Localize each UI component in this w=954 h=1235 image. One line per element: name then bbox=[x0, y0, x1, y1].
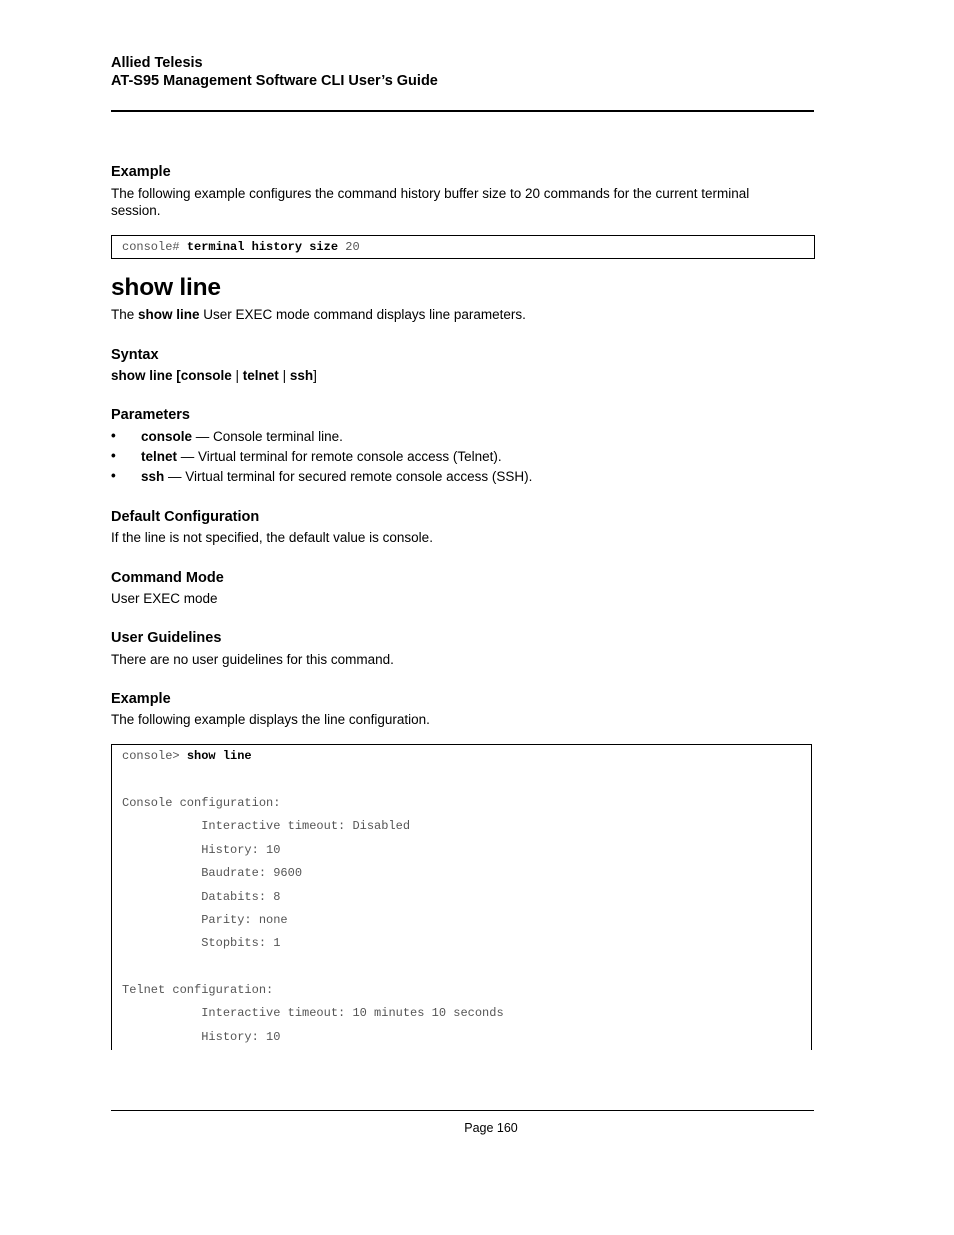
parameter-name: console bbox=[141, 429, 193, 444]
example1-code-argument: 20 bbox=[338, 240, 360, 254]
syntax-part-telnet: telnet bbox=[242, 368, 279, 383]
command-intro bbox=[111, 306, 526, 323]
default-configuration-text: If the line is not specified, the default value is console. bbox=[111, 530, 433, 545]
default-configuration-heading: Default Configuration bbox=[111, 509, 260, 525]
command-intro-prefix: The bbox=[111, 307, 139, 322]
code-output-line: History: 10 bbox=[122, 1030, 281, 1044]
footer-rule bbox=[111, 1110, 814, 1111]
syntax-part-base: show line [console bbox=[111, 368, 232, 383]
command-mode-heading: Command Mode bbox=[111, 570, 224, 586]
example2-code-command-line bbox=[122, 749, 252, 764]
syntax-line bbox=[111, 367, 317, 384]
example2-code-command: show line bbox=[186, 749, 252, 763]
header-company: Allied Telesis bbox=[111, 55, 203, 71]
example1-description-line2: session. bbox=[111, 203, 161, 218]
bullet-icon: • bbox=[111, 468, 116, 483]
syntax-close-bracket: ] bbox=[313, 368, 317, 383]
parameter-name: ssh bbox=[141, 469, 165, 484]
header-rule bbox=[111, 110, 814, 112]
parameter-name: telnet bbox=[141, 449, 178, 464]
example1-description-line1: The following example configures the command history buffer size to 20 commands for the current terminal bbox=[111, 186, 750, 201]
code-output-line: Baudrate: 9600 bbox=[122, 866, 303, 880]
syntax-separator-1: | bbox=[231, 368, 243, 383]
code-output-line: Interactive timeout: 10 minutes 10 seconds bbox=[122, 1006, 504, 1020]
code-output-line: History: 10 bbox=[122, 843, 281, 857]
syntax-part-ssh: ssh bbox=[289, 368, 314, 383]
user-guidelines-heading: User Guidelines bbox=[111, 630, 222, 646]
parameter-desc: — Virtual terminal for secured remote console access (SSH). bbox=[164, 469, 533, 484]
bullet-icon: • bbox=[111, 448, 116, 463]
code-output-line: Stopbits: 1 bbox=[122, 936, 281, 950]
example1-code-line bbox=[122, 240, 360, 255]
example1-code-prompt: console# bbox=[122, 240, 187, 254]
command-title: show line bbox=[111, 274, 221, 301]
page-number: Page 160 bbox=[464, 1121, 518, 1135]
bullet-icon: • bbox=[111, 428, 116, 443]
parameter-text bbox=[141, 468, 532, 485]
parameter-desc: — Console terminal line. bbox=[192, 429, 343, 444]
example1-code-command: terminal history size bbox=[186, 240, 339, 254]
user-guidelines-text: There are no user guidelines for this command. bbox=[111, 652, 394, 667]
code-output-line: Telnet configuration: bbox=[122, 983, 274, 997]
example2-heading: Example bbox=[111, 691, 171, 707]
parameter-text bbox=[141, 428, 343, 445]
example1-heading: Example bbox=[111, 164, 171, 180]
syntax-heading: Syntax bbox=[111, 347, 159, 363]
header-guide-title: AT-S95 Management Software CLI User’s Guide bbox=[111, 73, 438, 89]
parameter-text bbox=[141, 448, 502, 465]
command-intro-suffix: User EXEC mode command displays line parameters. bbox=[199, 307, 526, 322]
command-intro-bold: show line bbox=[138, 307, 200, 322]
code-output-line: Databits: 8 bbox=[122, 890, 281, 904]
code-output-line: Parity: none bbox=[122, 913, 288, 927]
example1-code-box bbox=[111, 235, 815, 259]
parameter-desc: — Virtual terminal for remote console access (Telnet). bbox=[177, 449, 502, 464]
code-output-line: Interactive timeout: Disabled bbox=[122, 819, 411, 833]
command-mode-text: User EXEC mode bbox=[111, 591, 218, 606]
example2-code-prompt: console> bbox=[122, 749, 187, 763]
parameters-heading: Parameters bbox=[111, 407, 190, 423]
example2-description: The following example displays the line configuration. bbox=[111, 712, 430, 727]
example2-code-box bbox=[111, 744, 812, 1050]
code-output-line: Console configuration: bbox=[122, 796, 281, 810]
syntax-separator-2: | bbox=[278, 368, 290, 383]
